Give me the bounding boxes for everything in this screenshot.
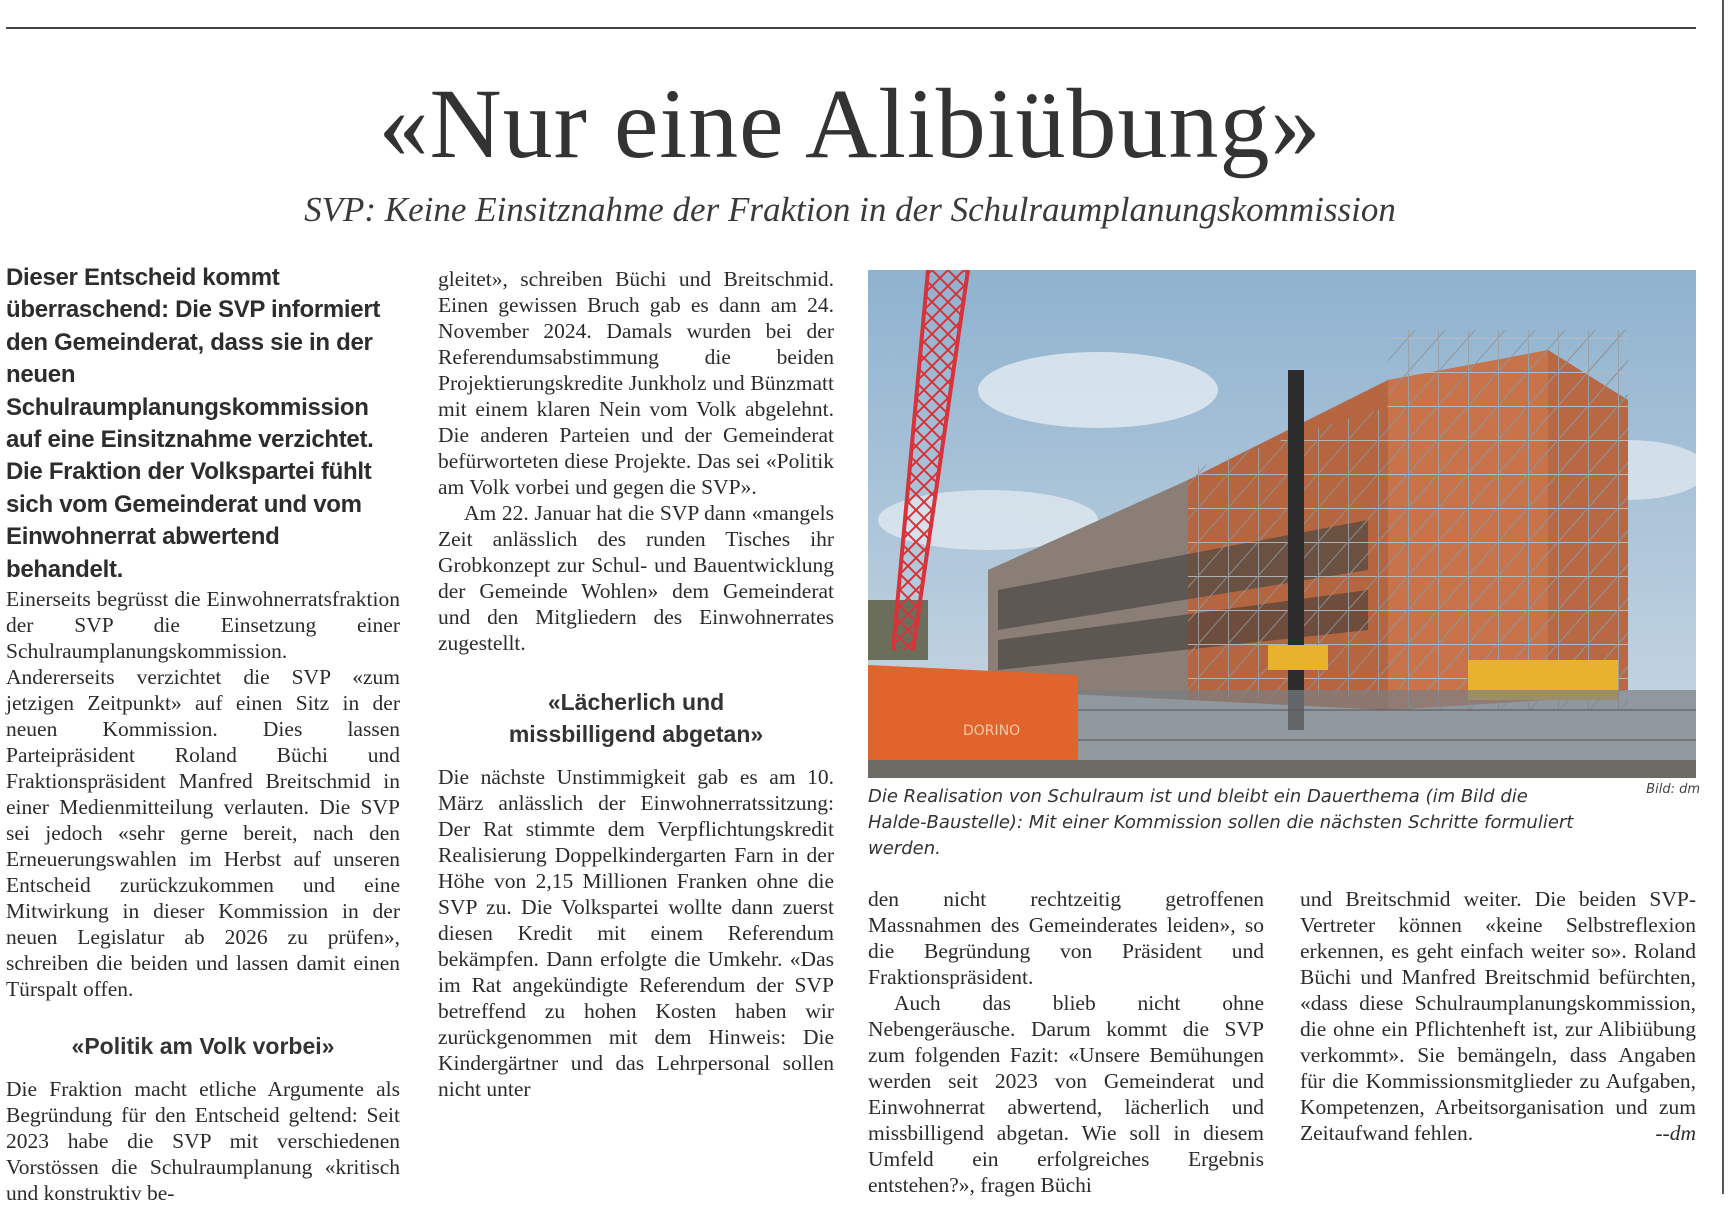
body-paragraph: den nicht rechtzeitig getroffenen Massnahmen des Gemeinderates leiden», so die Begründung von Präsident und Fraktionspräsident. xyxy=(868,887,1264,989)
body-text: und Breitschmid weiter. Die beiden SVP-Vertreter können «keine Selbstreflexion erkennen, es geht einfach weiter so». Roland Büchi und Manfred Breitschmid befürchten, «dass diese Schulraumplanungskommission, die ohne ein Pflichtenheft ist, zur Alibiübung verkommt». Sie bemängeln, dass Angaben für die Kommissionsmitglieder zu Aufgaben, Kompetenzen, Arbeitsorganisation und zum Zeitaufwand fehlen. xyxy=(1300,887,1696,1145)
container-label: DORINO xyxy=(963,723,1021,739)
body-paragraph xyxy=(1300,886,1696,1146)
construction-photo xyxy=(868,270,1696,778)
lead-paragraph: Dieser Entscheid kommt überraschend: Die SVP informiert den Gemeinderat, dass sie in der neuen Schulraumplanungskommission auf eine Einsitznahme verzichtet. Die Fraktion der Volkspartei fühlt sich vom Gemeinderat und vom Einwohnerrat abwertend behandelt. xyxy=(6,264,381,583)
body-paragraph: gleitet», schreiben Büchi und Breitschmid. Einen gewissen Bruch gab es dann am 24. November 2024. Damals wurden bei der Referendumsabstimmung die beiden Projektierungskredite Junkholz und Bünzmatt mit einem klaren Nein vom Volk abgelehnt. Die anderen Parteien und der Gemeinderat befürworteten diese Projekte. Das sei «Politik am Volk vorbei und gegen die SVP». xyxy=(438,267,834,499)
body-paragraph: Die Fraktion macht etliche Argumente als Begründung für den Entscheid geltend: Seit 2023 habe die SVP mit verschiedenen Vorstössen die Schulraumplanung «kritisch und konstruktiv be- xyxy=(6,1077,400,1206)
column-2 xyxy=(438,266,834,1102)
column-4 xyxy=(1300,886,1696,1146)
headline: «Nur eine Alibiübung» xyxy=(378,68,1322,179)
section-subtitle: «Lächerlich und missbilligend abgetan» xyxy=(508,689,764,747)
top-rule xyxy=(6,27,1696,29)
column-1 xyxy=(6,262,400,1206)
section-subtitle: «Politik am Volk vorbei» xyxy=(71,1033,335,1060)
body-paragraph: Auch das blieb nicht ohne Nebengeräusche. Darum kommt die SVP zum folgenden Fazit: «Unsere Bemühungen werden seit 2023 von Gemeinderat und Einwohnerrat abwertend, lächerlich und missbilligend abgetan. Wie soll in diesem Umfeld ein erfolgreiches Ergebnis entstehen?», fragen Büchi xyxy=(868,991,1264,1197)
author-signature: --dm xyxy=(1655,1121,1696,1145)
body-paragraph: Die nächste Unstimmigkeit gab es am 10. März anlässlich der Einwohnerratssitzung: Der Rat stimmte dem Verpflichtungskredit Realisierung Doppelkindergarten Farn in der Höhe von 2,15 Millionen Franken ohne die SVP zu. Die Volkspartei wollte dann zuerst diesen Kredit mit einem Referendum bekämpfen. Dann erfolgte die Umkehr. «Das im Rat angekündigte Referendum der SVP betreffend zu hohen Kosten haben wir zurückgenommen mit dem Hinweis: Die Kindergärtner und das Lehrpersonal sollen nicht unter xyxy=(438,765,834,1101)
subheadline: SVP: Keine Einsitznahme der Fraktion in der Schulraumplanungskommission xyxy=(304,190,1396,229)
column-3 xyxy=(868,886,1264,1198)
body-paragraph: Am 22. Januar hat die SVP dann «mangels Zeit anlässlich des runden Tisches ihr Grobkonzept zur Schul- und Bauentwicklung der Gemeinde Wohlen» dem Gemeinderat und den Mitgliedern des Einwohnerrates zugestellt. xyxy=(438,501,834,655)
photo-caption: Die Realisation von Schulraum ist und bleibt ein Dauerthema (im Bild die Halde-Baustelle): Mit einer Kommission sollen die nächsten Schritte formuliert werden. xyxy=(868,786,1574,859)
photo-credit: Bild: dm xyxy=(1646,782,1700,797)
page-edge-rule xyxy=(1722,0,1724,1194)
body-paragraph: Einerseits begrüsst die Einwohnerratsfraktion der SVP die Einsetzung einer Schulraumplanungskommission. Andererseits verzichtet die SVP «zum jetzigen Zeitpunkt» auf einen Sitz in der neuen Kommission. Dies lassen Parteipräsident Roland Büchi und Fraktionspräsident Manfred Breitschmid in einer Medienmitteilung verlauten. Die SVP sei jedoch «sehr gerne bereit, nach den Erneuerungswahlen im Herbst auf unseren Entscheid zurückzukommen und eine Mitwirkung in dieser Kommission in der neuen Legislatur ab 2026 zu prüfen», schreiben die beiden und lassen damit einen Türspalt offen. xyxy=(6,587,400,1002)
